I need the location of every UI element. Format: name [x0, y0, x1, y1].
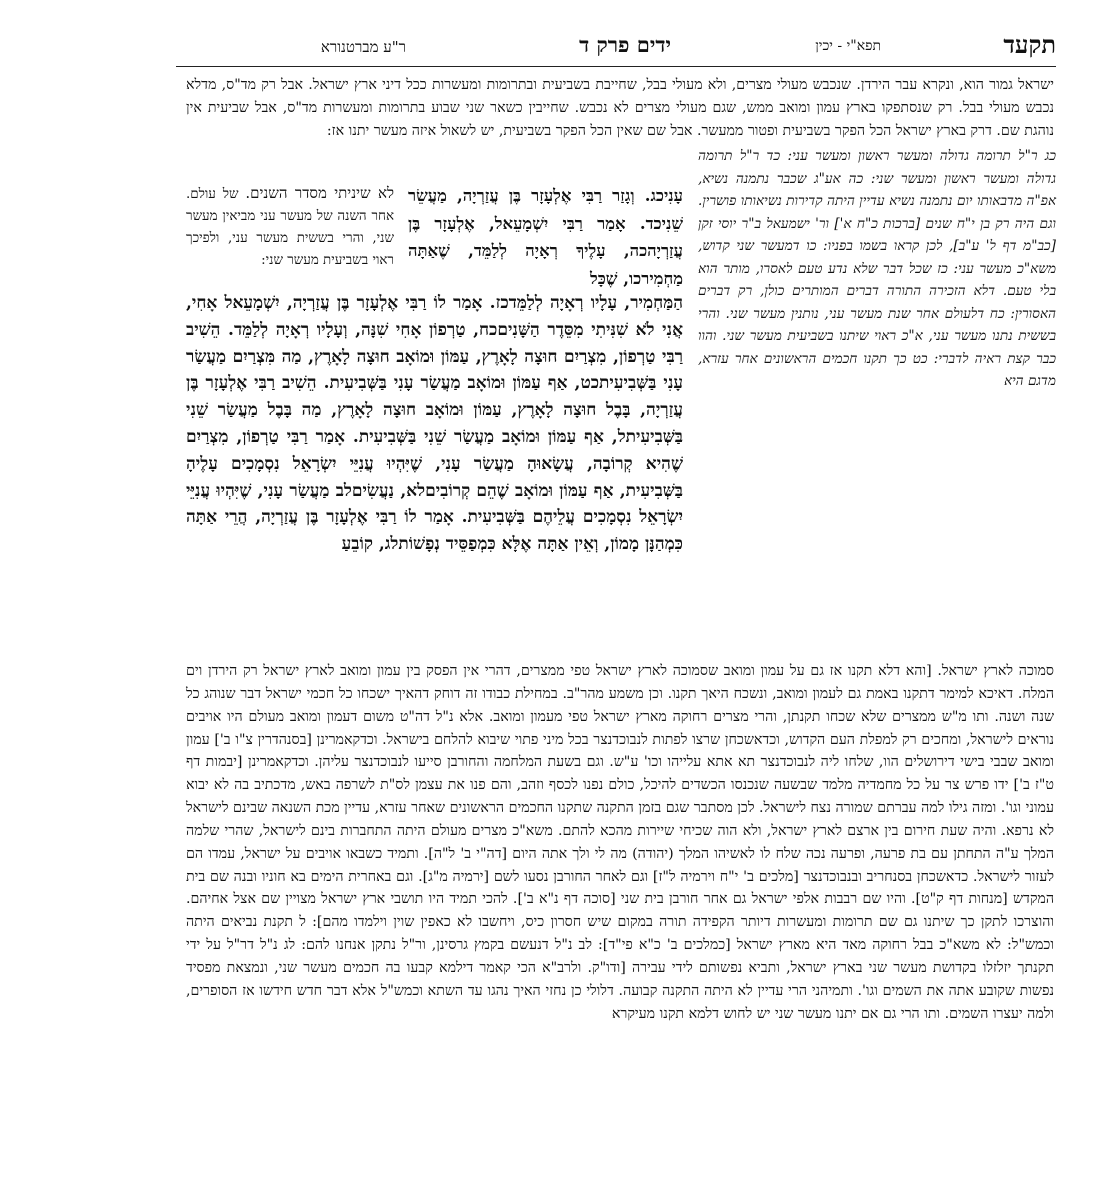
commentary-range: תפא"י - יכין: [815, 38, 881, 54]
mishnah-text-top: עָנִיכג. וְגָזַר רַבִּי אֶלְעָזָר בֶּן עֲזַרְיָה, מַעֲשֵׂר שֵׁנִיכד. אָמַר רַבִּי יִשְׁמָעֵאל, אֶלְעָזָר בֶּן עֲזַרְיָהכה, עָלֶיךָ רְאָיָה לְלַמֵּד, שֶׁאַתָּה מַחְמִירכו, שֶׁכָּל: [408, 186, 683, 288]
header-divider: [176, 66, 1056, 67]
commentary-bottom: סמוכה לארץ ישראל. [והא דלא תקנו אז גם על עמון ומואב שסמוכה לארץ ישראל טפי ממצרים, דהרי אין הפסק בין עמון ומואב לארץ ישראל רק הירדן וים המלח. דאיכא למימר דתקנו באמת גם לעמון ומואב, ונשכח היאך תקנו. וכן משמע מהר"ב. במחילת כבודו זה דוחק דהאיך ישכחו כל חכמי ישראל דבר שנוהג כל שנה ושנה. ותו מ"ש ממצרים שלא שכחו תקנתן, והרי מצרים רחוקה מארץ ישראל טפי מעמון ומואב. אלא נ"ל דה"ט משום דעמון ומואב מעולם היו אויבים נוראים לישראל, ומחכים רק למפלת העם הקדוש, וכדאשכחן שרצו לפתות לנבוכדנצר בכל מיני פתוי שיבוא להלחם בישראל. וכדקאמרינן [בסנהדרין צ"ו ב'] עמון ומואב שבבי בישי דירושלים הוו, שלחו ליה לנבוכדנצר תא אתא עלייהו וכו' ע"ש. וגם בשעת המלחמה והחורבן סייעו לנבוכדנצר עליהן. וכדקאמרינן [יבמות דף ט"ז ב'] ידו פרש צר על כל מחמדיה מלמד שבשעה שנכנסו הכשדים להיכל, כולם נפנו לכסף וזהב, והם פנו את עצמן לס"ת לשרפה באש, מדכתיב בה לא יבוא עמוני וגו'. ומזה גילו למה עברתם שמורה נצח לישראל. לכן מסתבר שגם בזמן התקנה שתקנו החכמים הראשונים שאחר עזרא, עדיין מכת השנאה שבינם לישראל לא נרפא. והיה שעת חירום בין ארצם לארץ ישראל, ולא הוה שכיחי שיירות מהכא להתם. משא"כ מצרים מעולם היתה התחברות בינם לישראל, שהרי שלמה המלך ע"ה התחתן עם בת פרעה, ופרעה נכה שלח לו לאשיהו המלך (יהודה) מה לי ולך אתה היום [דה"י ב' ל"ה]. ותמיד כשבאו אויבים על ישראל, עמדו הם לעזור לישראל. כדאשכחן בסנחריב ובנבוכדנצר [מלכים ב' י"ח וירמיה ל"ז] וגם לאחר החורבן נסעו לשם [ירמיה מ"ג]. וגם באחרית הימים בא חוניו ובנה שם בית המקדש [מנחות דף ק"ט]. והיו שם רבבות אלפי ישראל גם אחר חורבן בית שני [סוכה דף נ"א ב']. להכי תמיד היו תושבי ארץ ישראל מצויין שם אצל אחיהם. והוצרכו לתקן כך שיתנו גם שם תרומות ומעשרות דיותר הקפידה תורה במקום שיש חסרון כיס, ויחשבו לא כאפין שוין וילמדו מהם]: ל תקנת נביאים היתה וכמש"ל: לא משא"כ בבל רחוקה מאד היא מארץ ישראל [כמלכים ב' כ"א פי"ד]: לב נ"ל דנעשם בקמץ גרסינן, ור"ל נתקן אנחנו להם: לג נ"ל דר"ל על ידי תקנתך יזלזלו בקדושת מעשר שני בארץ ישראל, ותביא נפשותם לידי עבירה [ודו"ק. ולרב"א הכי קאמר דילמא קבעו בה חכמים מעשר שני, ונמצאת מפסיד נפשות שקובע אתה את השמים וגו'. ותמיהני הרי עדיין לא היתה התקנה קבועה. דלולי כן נחזי האיך נהגו עד השתא וכמש"ל אלא דבר חדש חידשו אז הסופרים, ולמה יעצרו השמים. ותו הרי גם אם יתנו מעשר שני יש לחוש דלמא תקנו מעיקרא: [186, 663, 1054, 1022]
side-notes-text: של עולם. אחר השנה של מעשר עני מביאין מעשר שני, והרי בששית מעשר עני, ולפיכך ראוי בשביעית מעשר שני:: [186, 187, 394, 268]
commentary-top: ישראל גמור הוא, ונקרא עבר הירדן. שנכבש מעולי מצרים, ולא מעולי בבל, שחייבת בשביעית ובתרומות ומעשרות ככל דיני ארץ ישראל. אבל רק מד"ס, מדלא נכבש מעולי בבל. רק שנסתפקו בארץ עמון ומואב ממש, שגם מעולי מצרים לא נכבש. שחייבין כשאר שני שבוע בתרומות ומעשרות מד"ס, אבל שביעית אין נוהגת שם. דרק בארץ ישראל הכל הפקר בשביעית ופטור ממעשר. אבל שם שאין הכל הפקר בשביעית, יש לשאול איזה מעשר יתנו אז:: [186, 77, 1054, 139]
page-header: [176, 30, 1056, 64]
mishnah-text-main: הַמַּחְמִיר, עָלָיו רְאָיָה לְלַמֵּדכז. אָמַר לוֹ רַבִּי אֶלְעָזָר בֶּן עֲזַרְיָה, יִשְׁמָעֵאל אָחִי, אֲנִי לֹא שִׁנִּיתִי מִסֵּדֶר הַשָּׁנִיםכח, טַרְפוֹן אָחִי שִׁנָּה, וְעָלָיו רְאָיָה לְלַמֵּד. הֵשִׁיב רַבִּי טַרְפוֹן, מִצְרַיִם חוּצָה לָאָרֶץ, עַמּוֹן וּמוֹאָב חוּצָה לָאָרֶץ, מַה מִּצְרַיִם מַעֲשַׂר עָנִי בַּשְּׁבִיעִיתכט, אַף עַמּוֹן וּמוֹאָב מַעֲשַׂר עָנִי בַּשְּׁבִיעִית. הֵשִׁיב רַבִּי אֶלְעָזָר בֶּן עֲזַרְיָה, בָּבֶל חוּצָה לָאָרֶץ, עַמּוֹן וּמוֹאָב חוּצָה לָאָרֶץ, מַה בָּבֶל מַעֲשַׂר שֵׁנִי בַּשְּׁבִיעִיתל, אַף עַמּוֹן וּמוֹאָב מַעֲשַׂר שֵׁנִי בַּשְּׁבִיעִית. אָמַר רַבִּי טַרְפוֹן, מִצְרַיִם שֶׁהִיא קְרוֹבָה, עֲשָׂאוּהָ מַעֲשַׂר עָנִי, שֶׁיִּהְיוּ עֲנִיֵּי יִשְׂרָאֵל נִסְמָכִים עָלֶיהָ בַּשְּׁבִיעִית, אַף עַמּוֹן וּמוֹאָב שֶׁהֵם קְרוֹבִיםלא, נַעֲשִׂיםלב מַעֲשַׂר עָנִי, שֶׁיִּהְיוּ עֲנִיֵּי יִשְׂרָאֵל נִסְמָכִים עֲלֵיהֶם בַּשְּׁבִיעִית. אָמַר לוֹ רַבִּי אֶלְעָזָר בֶּן עֲזַרְיָה, הֲרֵי אַתָּה כִּמְהַנָּן מָמוֹן, וְאֵין אַתָּה אֶלָּא כִּמְפַסֵּיד נְפָשׁוֹתלג, קוֹבֵעַ: [186, 293, 683, 555]
page-number: תקעד: [1003, 30, 1056, 59]
side-notes-lead: לא שיניתי מסדר השנים.: [245, 184, 394, 202]
commentary-right-column: כג ר"ל תרומה גדולה ומעשר ראשון ומעשר עני: כד ר"ל תרומה גדולה ומעשר ראשון ומעשר שני: כה אע"ג שכבר נתמנה נשיא, אפ"ה מדבאותו יום נתמנה נשיא עדיין היתה קדירות נשיאותו פושרין. וגם היה רק בן י"ח שנים [ברכות כ"ח א'] ור' ישמעאל ב"ר יוסי זקן [כב"מ דף ל' ע"ב], לכן קראו בשמו בפניו: כו דמעשר שני קדוש, משא"כ מעשר עני: כז שכל דבר שלא נדע טעם לאסרו, מותר הוא בלי טעם. דלא הזכירה התורה דברים המותרים כולן, רק דברים האסורין: כח דלעולם אחר שנת מעשר עני, נותנין מעשר שני. והרי בששית נתנו מעשר עני, א"כ ראוי שיתנו בשביעית מעשר שני. והוו כבר קצת ראיה לדברי: כט כך תקנו חכמים הראשונים אחר עזרא, מדגם היא: [698, 148, 1056, 390]
commentator-label: ר"ע מברטנורא: [320, 38, 406, 56]
tractate-title: ידים פרק ד: [579, 32, 671, 57]
side-notes: [186, 182, 394, 272]
